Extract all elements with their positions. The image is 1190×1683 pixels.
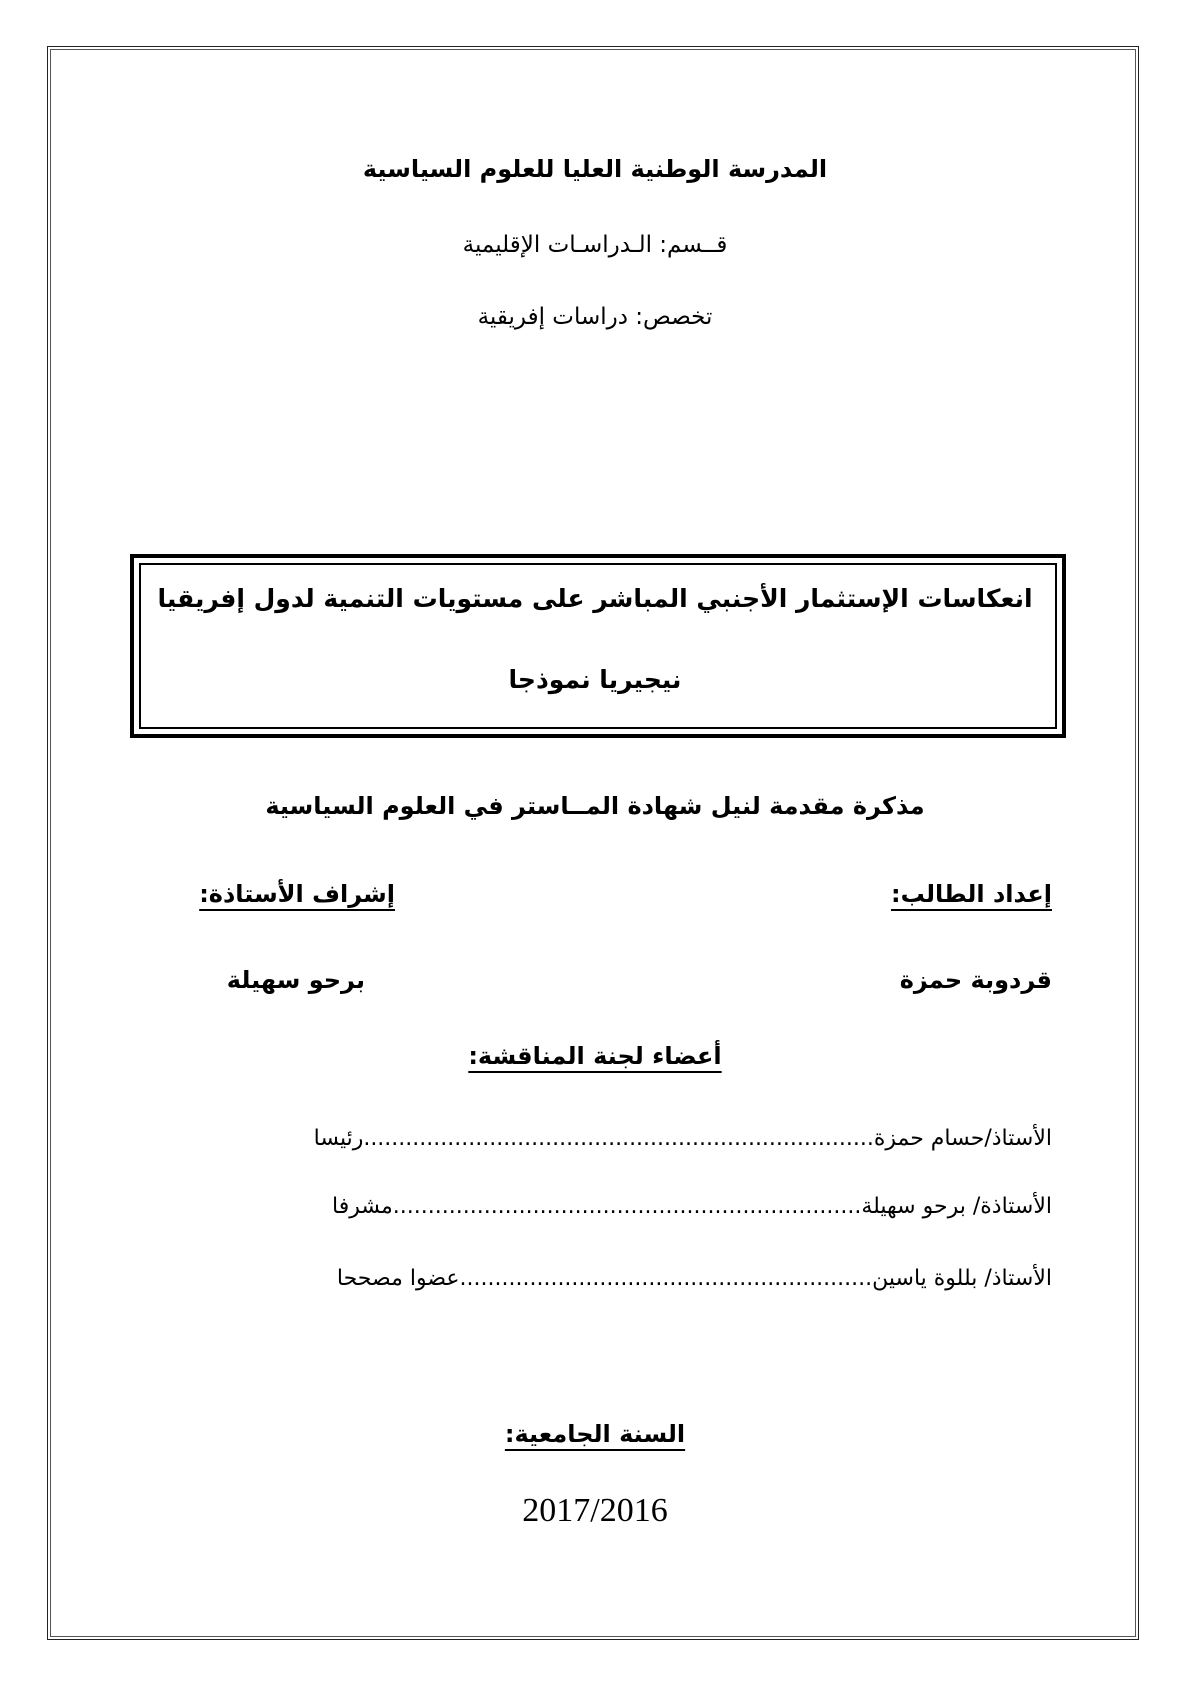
committee-member-examiner: الأستاذ/ بللوة ياسين...........................................................عضوا مصححا [336,1266,1052,1291]
page-border [47,46,1139,1640]
committee-member-chair: الأستاذ/حسام حمزة.........................................................................رئيسا [313,1126,1052,1151]
supervisor-name: برحو سهيلة [226,966,365,994]
committee-member-supervisor: الأستاذة/ برحو سهيلة...................................................................مشرفا [332,1194,1052,1219]
thesis-subtitle: نيجيريا نموذجا [508,665,682,694]
title-frame [130,554,1066,738]
thesis-description: مذكرة مقدمة لنيل شهادة المــاستر في العلوم السياسية [265,792,925,820]
specialty-line: تخصص: دراسات إفريقية [477,304,713,330]
student-name: قردوبة حمزة [899,966,1052,994]
supervision-label: إشراف الأستاذة: [199,880,395,908]
thesis-title: انعكاسات الإستثمار الأجنبي المباشر على مستويات التنمية لدول إفريقيا [157,584,1033,613]
academic-year-value: 2017/2016 [522,1492,668,1529]
committee-label: أعضاء لجنة المناقشة: [468,1042,722,1070]
prepared-by-label: إعداد الطالب: [890,880,1052,908]
academic-year-label: السنة الجامعية: [504,1420,686,1448]
school-name: المدرسة الوطنية العليا للعلوم السياسية [362,155,828,183]
department-line: قــسم: الـدراسـات الإقليمية [462,232,728,258]
